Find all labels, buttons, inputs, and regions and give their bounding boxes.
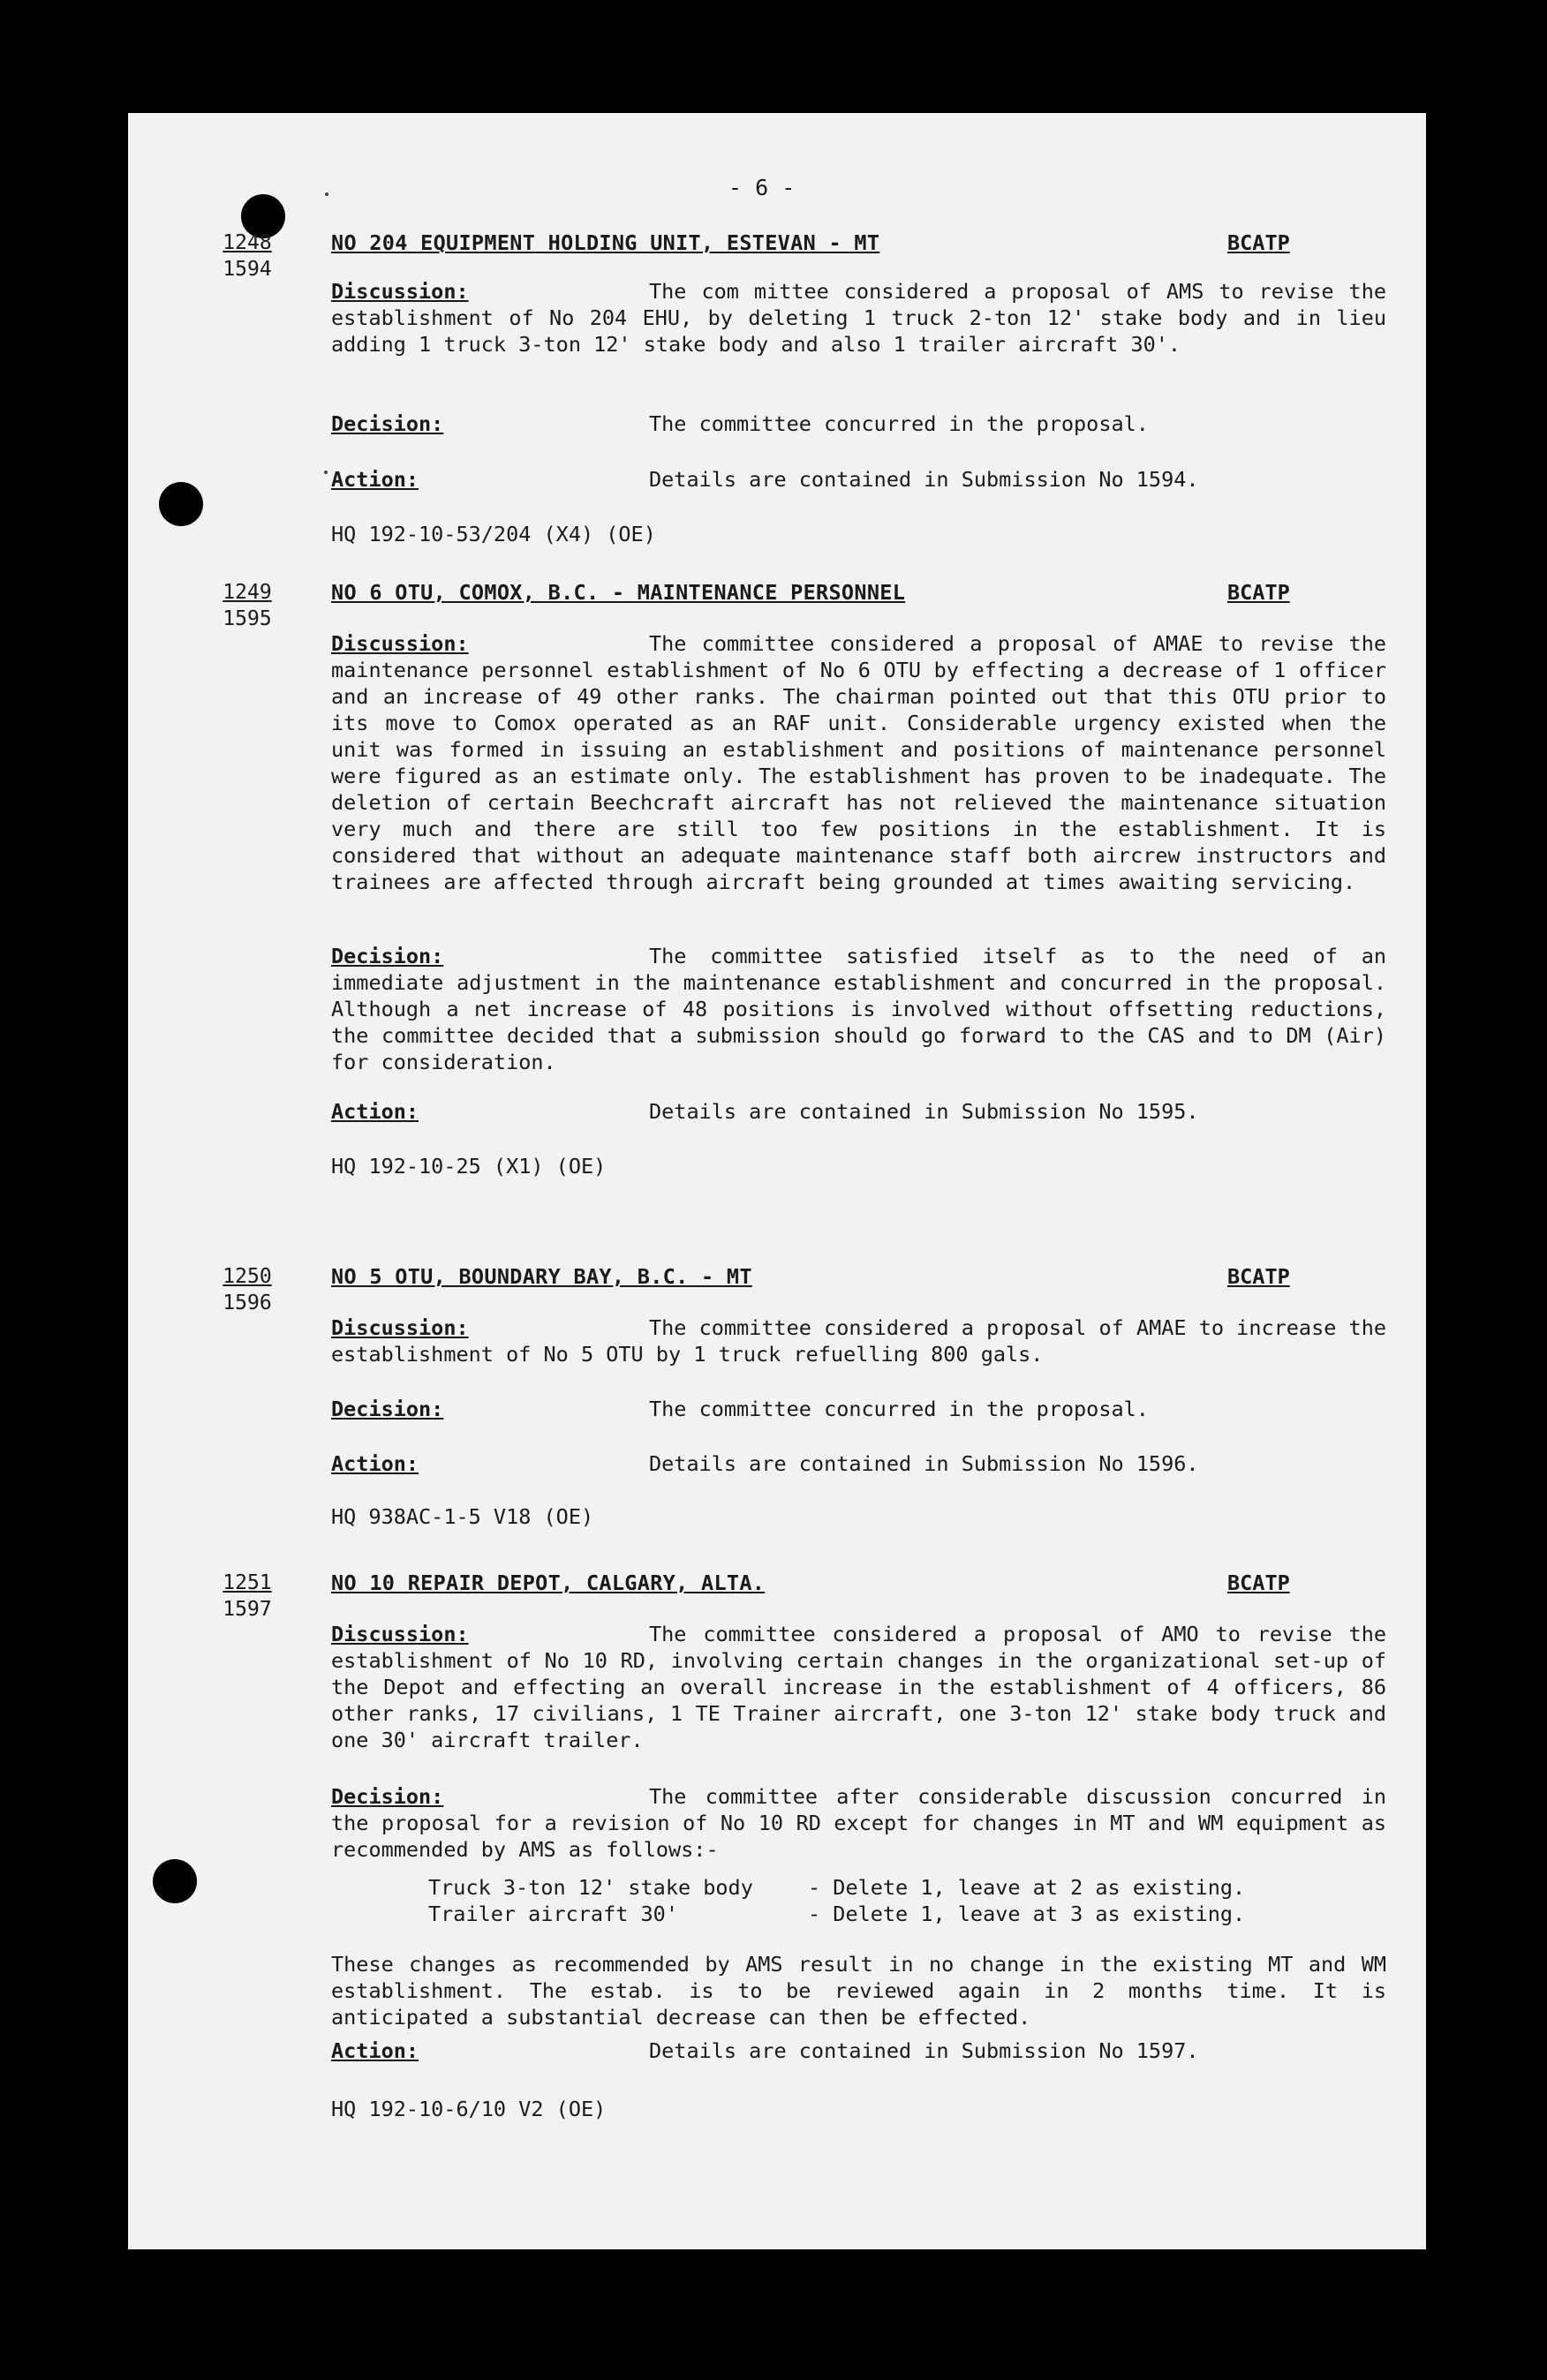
discussion-text: The committee considered a proposal of AMO to revise the establishment of No 10 RD, involving certain changes in the organizational set-up of the Depot and effecting an overall increase in the establishment of 4 officers, 86 other ranks, 17 civilians, 1 TE Trainer aircraft, one 3-ton 12' stake body truck and one 30' aircraft trailer.	[331, 1622, 1386, 1752]
discussion-paragraph	[331, 1621, 1386, 1753]
action-text: Details are contained in Submission No 1596.	[649, 1451, 1199, 1476]
item-reference	[208, 1263, 287, 1316]
change-item: Trailer aircraft 30'	[428, 1902, 678, 1926]
discussion-text: The com mittee considered a proposal of AMS to revise the establishment of No 204 EHU, by deleting 1 truck 2-ton 12' stake body and in lieu adding 1 truck 3-ton 12' stake body and also 1 trailer aircraft 30'.	[331, 279, 1386, 357]
item-number: 1250	[223, 1265, 272, 1288]
item-reference	[208, 579, 287, 632]
item-reference	[208, 230, 287, 282]
file-reference: HQ 192-10-25 (X1) (OE)	[331, 1154, 607, 1179]
minute-item-1249	[208, 579, 1391, 1338]
decision-text: The committee concurred in the proposal.	[649, 1397, 1149, 1421]
decision-text: The committee after considerable discussion concurred in the proposal for a revision of No 10 RD except for changes in MT and WM equipment as recommended by AMS as follows:-	[331, 1784, 1386, 1862]
file-reference: HQ 938AC-1-5 V18 (OE)	[331, 1504, 594, 1529]
change-detail: - Delete 1, leave at 2 as existing.	[808, 1875, 1246, 1900]
program-tag: BCATP	[1227, 580, 1290, 605]
item-number: 1251	[223, 1571, 272, 1594]
speck	[325, 192, 328, 196]
item-number: 1249	[223, 581, 272, 604]
action-text: Details are contained in Submission No 1597.	[649, 2038, 1199, 2063]
item-number: 1248	[223, 231, 272, 254]
action-label: Action:	[331, 1099, 419, 1124]
decision-paragraph	[331, 1783, 1386, 1863]
punch-hole	[159, 482, 203, 526]
discussion-paragraph	[331, 278, 1386, 358]
discussion-paragraph	[331, 630, 1386, 895]
discussion-text: The committee considered a proposal of AMAE to increase the establishment of No 5 OTU by 1 truck refuelling 800 gals.	[331, 1315, 1386, 1367]
submission-number: 1596	[223, 1292, 272, 1314]
decision-label: Decision:	[331, 411, 444, 436]
decision-label: Decision:	[331, 1784, 444, 1809]
action-label: Action:	[331, 467, 419, 492]
decision-text: The committee satisfied itself as to the need of an immediate adjustment in the maintenance establishment and concurred in the proposal. Although a net increase of 48 positions is involved without offsetting reductions, the committee decided that a submission should go forward to the CAS and to DM (Air) for consideration.	[331, 944, 1386, 1074]
discussion-paragraph	[331, 1314, 1386, 1367]
document-page	[128, 113, 1426, 2249]
item-heading: NO 5 OTU, BOUNDARY BAY, B.C. - MT	[331, 1264, 752, 1289]
action-text: Details are contained in Submission No 1595.	[649, 1099, 1199, 1124]
minute-item-1251	[208, 1570, 1391, 2223]
submission-number: 1594	[223, 258, 272, 281]
change-row	[428, 1875, 1245, 1900]
action-label: Action:	[331, 1451, 419, 1476]
decision-line	[331, 410, 1386, 437]
action-line	[331, 2037, 1386, 2064]
action-line	[331, 1098, 1386, 1125]
decision-text: The committee concurred in the proposal.	[649, 411, 1149, 436]
discussion-text: The committee considered a proposal of AMAE to revise the maintenance personnel establishment of No 6 OTU by effecting a decrease of 1 officer and an increase of 49 other ranks. The chairman pointed out that this OTU prior to its move to Comox operated as an RAF unit. Considerable urgency existed when the unit was formed in issuing an establishment and positions of maintenance personnel were figured as an estimate only. The establishment has proven to be inadequate. The deletion of certain Beechcraft aircraft has not relieved the maintenance situation very much and there are still too few positions in the establishment. It is considered that without an adequate maintenance staff both aircrew instructors and trainees are affected through aircraft being grounded at times awaiting servicing.	[331, 631, 1386, 894]
file-reference: HQ 192-10-6/10 V2 (OE)	[331, 2097, 607, 2121]
action-line	[331, 466, 1386, 493]
decision-paragraph	[331, 943, 1386, 1075]
item-heading: NO 204 EQUIPMENT HOLDING UNIT, ESTEVAN - MT	[331, 230, 880, 255]
decision-label: Decision:	[331, 1397, 444, 1421]
program-tag: BCATP	[1227, 1570, 1290, 1595]
action-label: Action:	[331, 2038, 419, 2063]
punch-hole	[153, 1859, 197, 1903]
item-heading: NO 6 OTU, COMOX, B.C. - MAINTENANCE PERSONNEL	[331, 580, 906, 605]
file-reference: HQ 192-10-53/204 (X4) (OE)	[331, 522, 656, 546]
action-line	[331, 1450, 1386, 1477]
page-number: - 6 -	[728, 175, 796, 200]
item-reference	[208, 1570, 287, 1623]
discussion-label: Discussion:	[331, 1622, 469, 1646]
submission-number: 1597	[223, 1598, 272, 1621]
discussion-label: Discussion:	[331, 279, 469, 304]
decision-label: Decision:	[331, 944, 444, 968]
action-text: Details are contained in Submission No 1594.	[649, 467, 1199, 492]
program-tag: BCATP	[1227, 230, 1290, 255]
change-item: Truck 3-ton 12' stake body	[428, 1875, 753, 1900]
decision-line	[331, 1396, 1386, 1422]
discussion-label: Discussion:	[331, 1315, 469, 1340]
submission-number: 1595	[223, 607, 272, 630]
change-detail: - Delete 1, leave at 3 as existing.	[808, 1902, 1246, 1926]
discussion-label: Discussion:	[331, 631, 469, 656]
minute-item-1250	[208, 1263, 1391, 1528]
item-heading: NO 10 REPAIR DEPOT, CALGARY, ALTA.	[331, 1570, 766, 1595]
note-paragraph: These changes as recommended by AMS result in no change in the existing MT and WM establishment. The estab. is to be reviewed again in 2 months time. It is anticipated a substantial decrease can then be effected.	[331, 1952, 1386, 2030]
changes-table	[428, 1874, 1245, 1927]
change-row	[428, 1902, 1245, 1926]
program-tag: BCATP	[1227, 1264, 1290, 1289]
